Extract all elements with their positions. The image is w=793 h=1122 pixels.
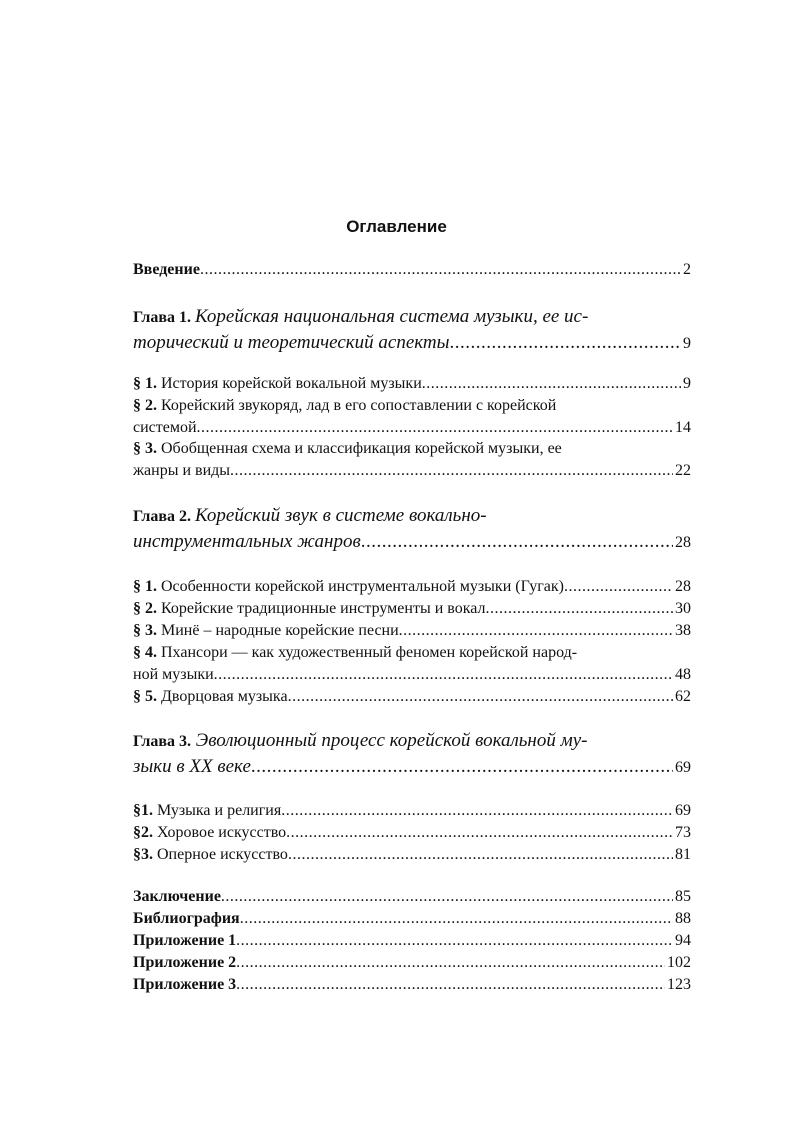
leader-dots bbox=[422, 373, 681, 395]
leader-dots bbox=[281, 800, 673, 822]
section-title: Оперное искусство bbox=[157, 846, 288, 863]
section-title-line-2: жанры и виды bbox=[133, 462, 231, 479]
toc-page-number: 94 bbox=[675, 932, 691, 949]
toc-label: Приложение 3 bbox=[133, 976, 237, 993]
toc-page-number: 9 bbox=[683, 335, 691, 352]
toc-label: Библиография bbox=[133, 910, 240, 927]
leader-dots bbox=[288, 844, 673, 866]
toc-page-number: 62 bbox=[675, 688, 691, 705]
section-title: История корейской вокальной музыки bbox=[161, 375, 422, 392]
leader-dots bbox=[214, 664, 673, 686]
section-title-line-1: Обобщенная схема и классификация корейской музыки, ее bbox=[161, 440, 562, 457]
toc-page-number: 69 bbox=[675, 802, 691, 819]
toc-label: Заключение bbox=[133, 888, 221, 905]
toc-entry-section-2-5[interactable] bbox=[133, 686, 691, 708]
section-title: Музыка и религия bbox=[157, 802, 282, 819]
section-title: Особенности корейской инструментальной музыки (Гугак) bbox=[161, 578, 564, 595]
toc-entry-appendix-2[interactable] bbox=[133, 952, 691, 974]
toc-entry-introduction[interactable] bbox=[133, 259, 691, 281]
section-title: Минё – народные корейские песни bbox=[161, 622, 399, 639]
leader-dots bbox=[251, 754, 673, 779]
toc-page-number: 28 bbox=[675, 578, 691, 595]
toc-entry-section-3-3[interactable] bbox=[133, 844, 691, 866]
toc-entry-section-2-4[interactable] bbox=[133, 642, 691, 686]
toc-page-number: 85 bbox=[675, 888, 691, 905]
toc-entry-section-2-2[interactable] bbox=[133, 598, 691, 620]
toc-page-number: 88 bbox=[675, 910, 691, 927]
chapter-title-line-2: торический и теоретический аспекты bbox=[133, 332, 450, 353]
section-number: § 2. bbox=[133, 397, 157, 414]
chapter-title-line-2: инструментальных жанров bbox=[133, 531, 361, 552]
toc-page-number: 28 bbox=[675, 534, 691, 551]
toc-entry-bibliography[interactable] bbox=[133, 908, 691, 930]
toc-entry-section-1-1[interactable] bbox=[133, 373, 691, 395]
toc-entry-section-2-3[interactable] bbox=[133, 620, 691, 642]
section-title: Корейские традиционные инструменты и вокал bbox=[161, 600, 486, 617]
chapter-label: Глава 3. bbox=[133, 733, 191, 750]
toc-entry-section-1-2[interactable] bbox=[133, 395, 691, 439]
toc-page-number: 102 bbox=[667, 954, 691, 971]
leader-dots bbox=[564, 576, 673, 598]
chapter-label: Глава 2 bbox=[133, 508, 187, 525]
toc-entry-section-3-1[interactable] bbox=[133, 800, 691, 822]
leader-dots bbox=[236, 952, 665, 974]
section-number: § 1. bbox=[133, 375, 157, 392]
toc-page-number: 69 bbox=[675, 759, 691, 776]
section-title-line-2: ной музыки bbox=[133, 666, 214, 683]
section-number: § 1. bbox=[133, 578, 157, 595]
chapter-title-line-1: Корейский звук в системе вокально- bbox=[195, 505, 487, 526]
section-number: § 3. bbox=[133, 440, 157, 457]
section-number: §1. bbox=[133, 802, 153, 819]
chapter-title-line-1: Эволюционный процесс корейской вокальной му- bbox=[195, 730, 588, 751]
toc-page-number: 73 bbox=[675, 824, 691, 841]
chapter-label: Глава 1 bbox=[133, 309, 187, 326]
toc-entry-section-3-2[interactable] bbox=[133, 822, 691, 844]
toc-entry-chapter-1[interactable]: Глава 1. Корейская национальная система музыки, ее ис- торический и теоретический аспекты ..... 9 bbox=[133, 304, 691, 356]
toc-label: Приложение 1 bbox=[133, 932, 237, 949]
leader-dots bbox=[361, 529, 673, 554]
toc-page-number: 30 bbox=[675, 600, 691, 617]
toc-entry-chapter-3[interactable] bbox=[133, 728, 691, 780]
section-title-line-2: системой bbox=[133, 419, 197, 436]
section-number: § 2. bbox=[133, 600, 157, 617]
toc-page-number: 81 bbox=[675, 846, 691, 863]
section-title-line-1: Пхансори — как художественный феномен корейской народ- bbox=[161, 644, 578, 661]
toc-entry-appendix-1[interactable] bbox=[133, 930, 691, 952]
section-number: §3. bbox=[133, 846, 153, 863]
toc-page-number: 123 bbox=[667, 976, 691, 993]
leader-dots bbox=[197, 417, 673, 439]
toc-entry-conclusion[interactable] bbox=[133, 886, 691, 908]
toc-page-number: 2 bbox=[683, 261, 691, 278]
section-title: Дворцовая музыка bbox=[161, 688, 288, 705]
toc-page-number: 14 bbox=[675, 419, 691, 436]
toc-entry-section-2-1[interactable] bbox=[133, 576, 691, 598]
page-title: Оглавление bbox=[346, 217, 447, 236]
toc-page-number: 22 bbox=[675, 462, 691, 479]
chapter-title-line-1: Корейская национальная система музыки, ее ис- bbox=[195, 306, 589, 327]
section-title-line-1: Корейский звукоряд, лад в его сопоставлении с корейской bbox=[161, 397, 557, 414]
toc-page-number: 48 bbox=[675, 666, 691, 683]
toc-entry-chapter-2[interactable]: Глава 2. Корейский звук в системе вокально- инструментальных жанров ..... 28 bbox=[133, 503, 691, 555]
leader-dots bbox=[450, 330, 681, 355]
leader-dots bbox=[236, 930, 673, 952]
leader-dots bbox=[236, 974, 665, 996]
leader-dots bbox=[221, 886, 673, 908]
chapter-title-line-2: зыки в XX веке bbox=[133, 756, 251, 777]
section-title: Хоровое искусство bbox=[157, 824, 287, 841]
leader-dots bbox=[200, 259, 681, 281]
leader-dots bbox=[240, 908, 673, 930]
leader-dots bbox=[399, 620, 673, 642]
toc-entry-section-1-3[interactable] bbox=[133, 438, 691, 482]
leader-dots bbox=[230, 460, 673, 482]
toc-page-number: 38 bbox=[675, 622, 691, 639]
toc-label: Приложение 2 bbox=[133, 954, 237, 971]
leader-dots bbox=[286, 822, 673, 844]
section-number: §2. bbox=[133, 824, 153, 841]
section-number: § 3. bbox=[133, 622, 157, 639]
leader-dots bbox=[288, 686, 673, 708]
section-number: § 5. bbox=[133, 688, 157, 705]
toc-page-number: 9 bbox=[683, 375, 691, 392]
toc-label: Введение bbox=[133, 261, 200, 278]
toc-entry-appendix-3[interactable] bbox=[133, 974, 691, 996]
leader-dots bbox=[485, 598, 673, 620]
section-number: § 4. bbox=[133, 644, 157, 661]
